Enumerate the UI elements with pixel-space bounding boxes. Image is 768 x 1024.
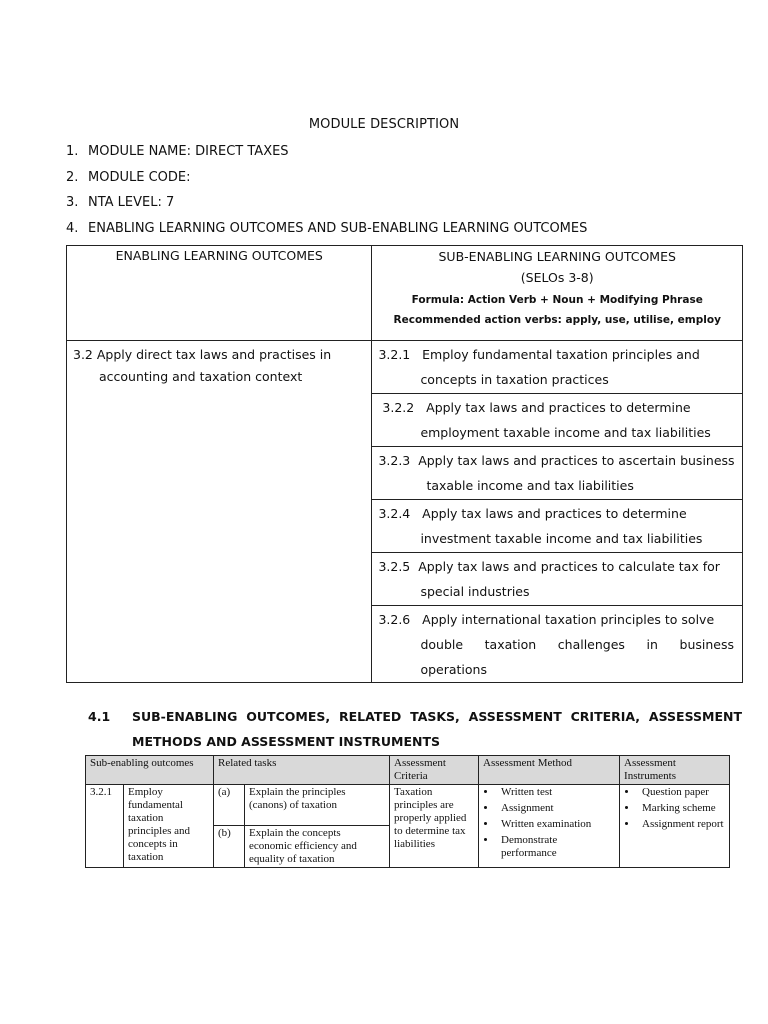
section-4-1-heading: 4.1 SUB-ENABLING OUTCOMES, RELATED TASKS, ASSESSMENT CRITERIA, ASSESSMENT METHODS AND ASSESSMENT INSTRUMENTS: [88, 709, 742, 749]
task-label: (a): [214, 785, 245, 826]
list-item: • Question paper: [638, 786, 725, 799]
list-item: 1. MODULE NAME: DIRECT TAXES: [66, 144, 289, 159]
enabling-outcome-cell: 3.2 Apply direct tax laws and practises in accounting and taxation context: [67, 341, 372, 683]
selo-cell: 3.2.1 Employ fundamental taxation principles and concepts in taxation practices: [372, 341, 743, 394]
list-item: • Assignment report: [638, 818, 725, 831]
selo-cell: 3.2.5 Apply tax laws and practices to calculate tax for special industries: [372, 553, 743, 606]
assessment-table: [85, 755, 730, 868]
header-related-tasks: Related tasks: [214, 756, 390, 785]
learning-outcomes-table: [66, 245, 743, 683]
list-item: • Assignment: [497, 802, 615, 815]
header-sub-enabling-outcomes: SUB-ENABLING LEARNING OUTCOMES (SELOs 3-8) Formula: Action Verb + Noun + Modifying Phrase Recommended action verbs: apply, use, utilise, employ: [372, 246, 743, 341]
task-text: Explain the concepts economic efficiency and equality of taxation: [245, 826, 390, 868]
selo-cell: 3.2.6 Apply international taxation principles to solve double taxation challenges in business operations: [372, 606, 743, 683]
document-heading: MODULE DESCRIPTION: [308, 117, 460, 132]
methods-list: [479, 785, 620, 868]
header-criteria: Assessment Criteria: [390, 756, 479, 785]
header-enabling-outcomes: ENABLING LEARNING OUTCOMES: [67, 246, 372, 341]
criteria-text: Taxation principles are properly applied to determine tax liabilities: [390, 785, 479, 868]
selo-cell: 3.2.4 Apply tax laws and practices to determine investment taxable income and tax liabilities: [372, 500, 743, 553]
module-info-list: [66, 143, 587, 245]
outcome-text: Employ fundamental taxation principles and concepts in taxation: [124, 785, 214, 868]
task-text: Explain the principles (canons) of taxation: [245, 785, 390, 826]
header-method: Assessment Method: [479, 756, 620, 785]
list-item: • Demonstrate performance: [497, 834, 615, 860]
list-item: 4. ENABLING LEARNING OUTCOMES AND SUB-ENABLING LEARNING OUTCOMES: [66, 220, 588, 236]
outcome-code: 3.2.1: [86, 785, 124, 868]
list-item: 2. MODULE CODE:: [66, 169, 191, 185]
header-instruments: Assessment Instruments: [620, 756, 730, 785]
list-item: • Written test: [497, 786, 615, 799]
list-item: • Written examination: [497, 818, 615, 831]
header-sub-enabling: Sub-enabling outcomes: [86, 756, 214, 785]
task-label: (b): [214, 826, 245, 868]
list-item: • Marking scheme: [638, 802, 725, 815]
selo-cell: 3.2.2 Apply tax laws and practices to determine employment taxable income and tax liabilities: [372, 394, 743, 447]
list-item: 3. NTA LEVEL: 7: [66, 195, 175, 210]
selo-cell: 3.2.3 Apply tax laws and practices to ascertain business taxable income and tax liabilities: [372, 447, 743, 500]
instruments-list: [620, 785, 730, 868]
